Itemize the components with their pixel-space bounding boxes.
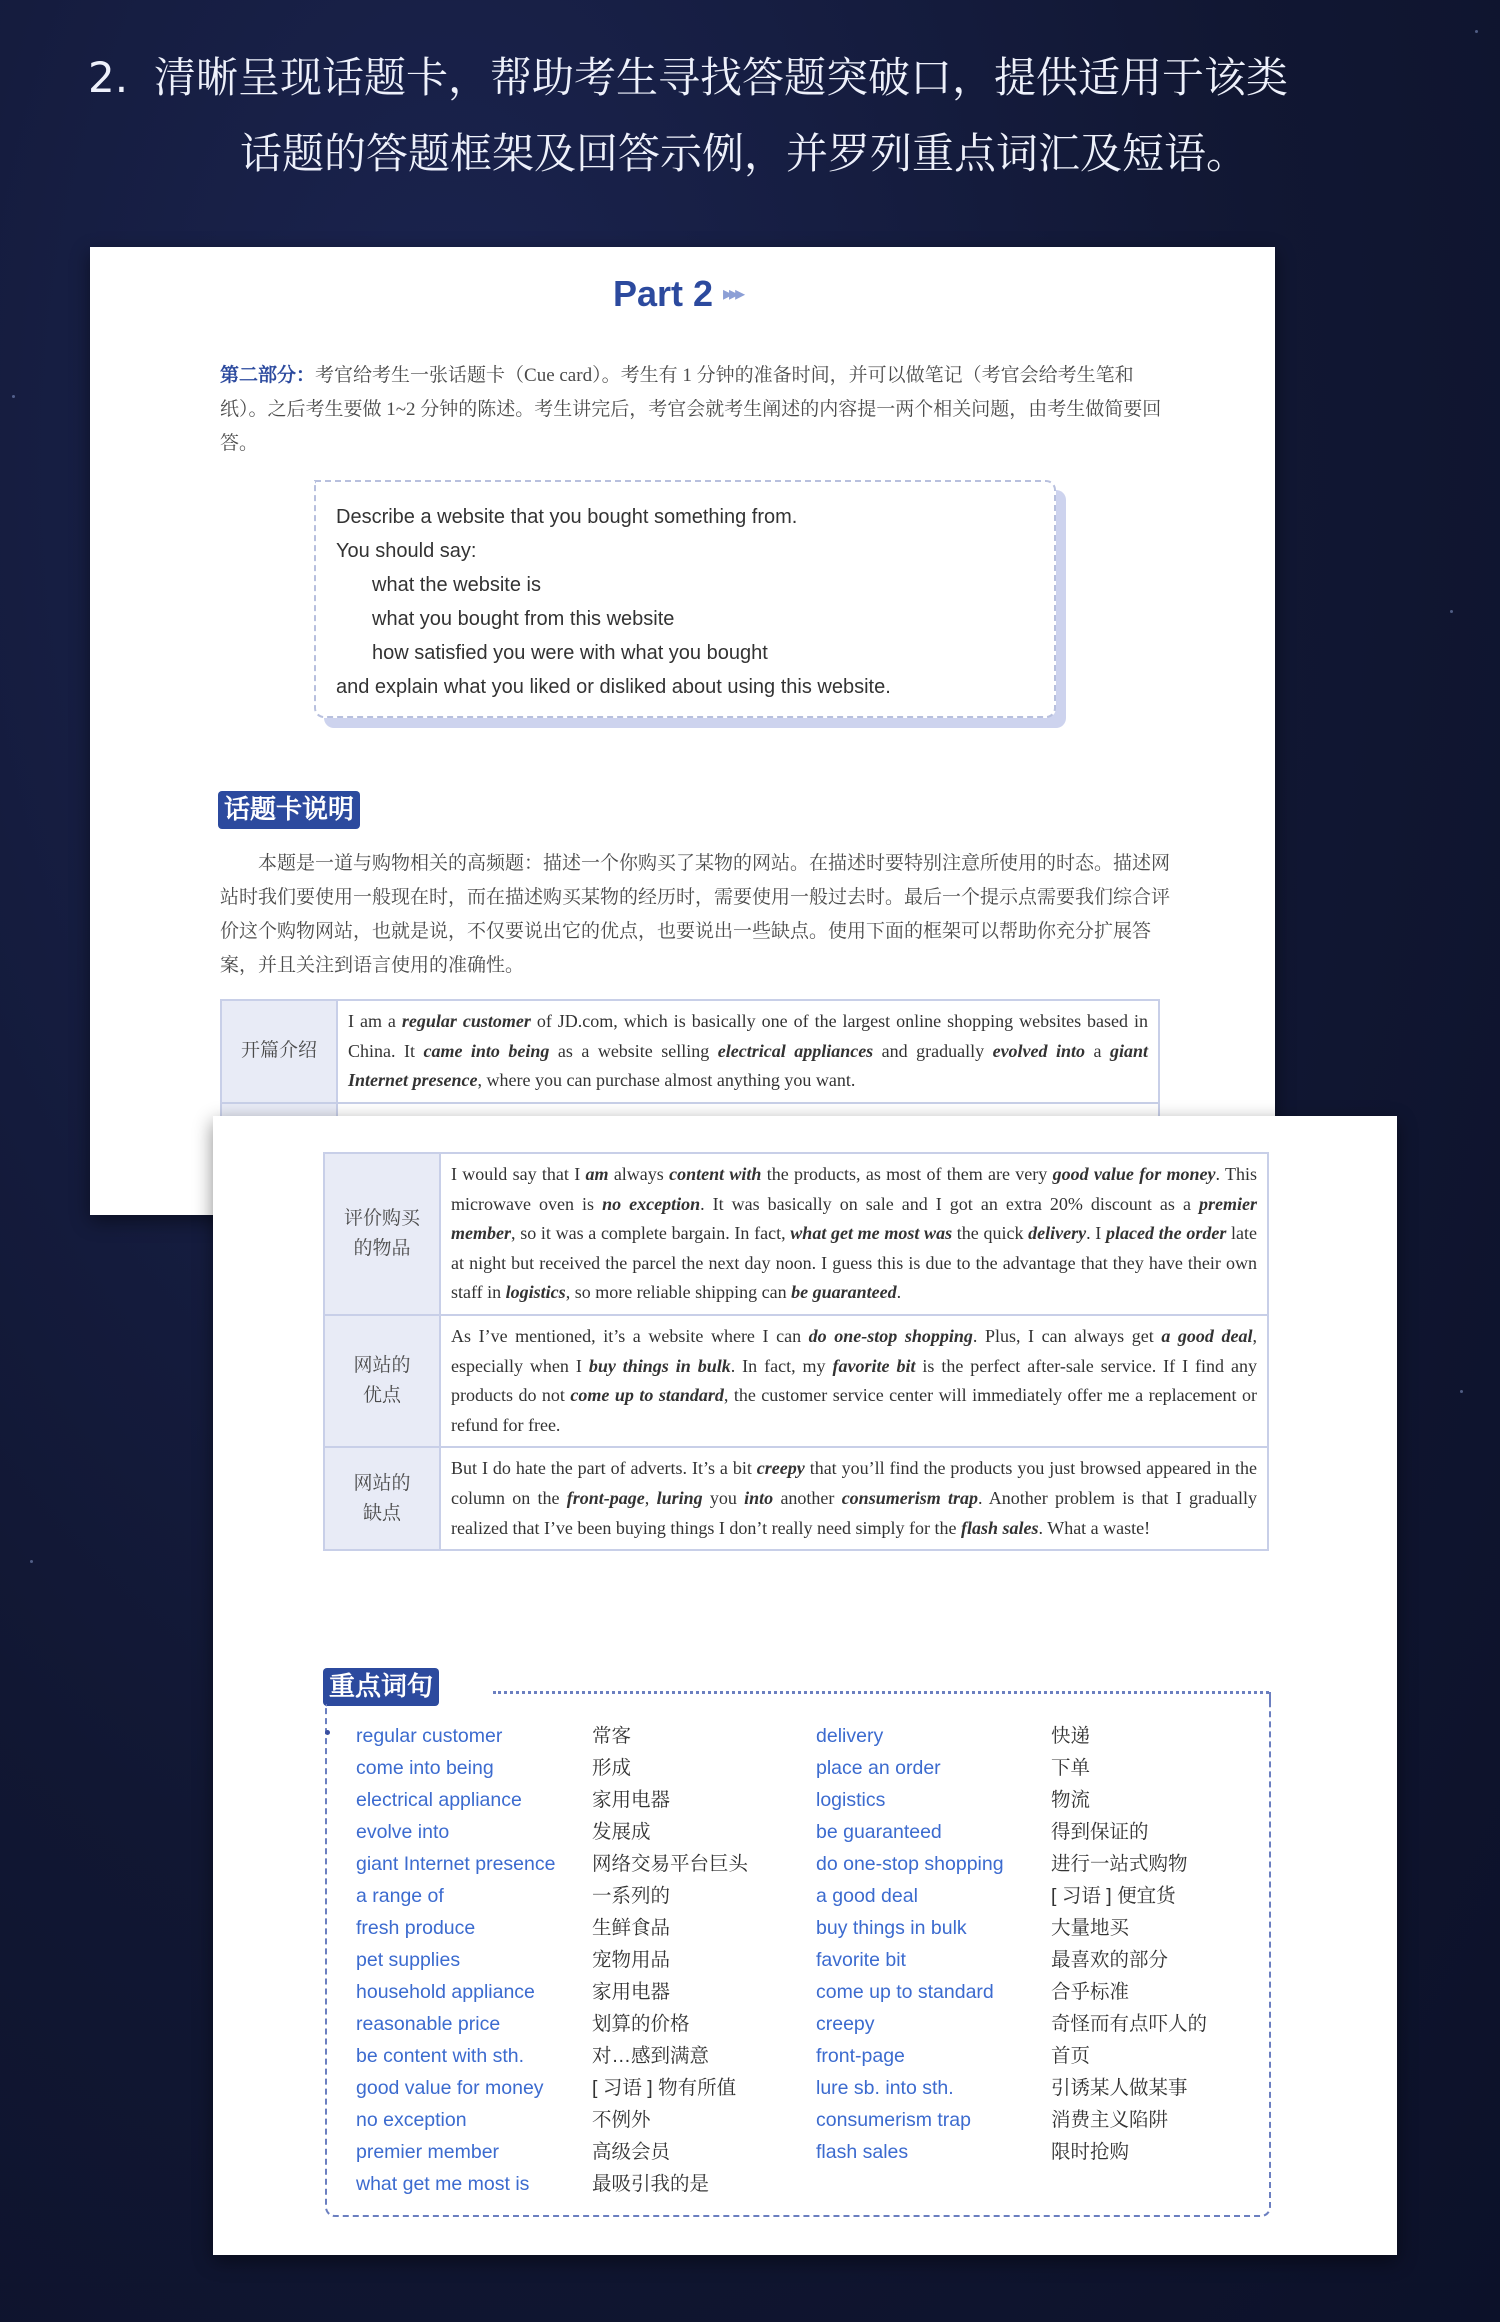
- table-row: [324, 1153, 1268, 1315]
- section-label: 话题卡说明: [218, 791, 360, 829]
- row-label: 评价购买 的物品: [324, 1153, 440, 1315]
- vocab-term: come up to standard: [816, 1981, 994, 2003]
- vocab-meaning: 家用电器: [592, 1789, 671, 1811]
- vocab-meaning: 引诱某人做某事: [1051, 2077, 1188, 2099]
- vocab-meaning: 大量地买: [1051, 1917, 1130, 1939]
- star-decoration: [12, 395, 15, 398]
- star-decoration: [1460, 1390, 1463, 1393]
- vocab-meaning: 对…感到满意: [592, 2045, 710, 2067]
- vocab-term: premier member: [356, 2141, 500, 2163]
- vocab-meaning: [ 习语 ] 便宜货: [1051, 1885, 1176, 1907]
- vocab-right-zh-column: [1051, 1720, 1207, 2168]
- vocab-term: giant Internet presence: [356, 1853, 556, 1875]
- vocab-meaning: 奇怪而有点吓人的: [1051, 2013, 1208, 2035]
- star-decoration: [1475, 30, 1478, 33]
- vocab-meaning: 常客: [592, 1725, 632, 1747]
- vocab-meaning: 得到保证的: [1051, 1821, 1149, 1843]
- row-text: I am a regular customer of JD.com, which is basically one of the largest online shopping websites based in China. It came into being as a website selling electrical appliances and gradually evolved into a giant Internet presence, where you can purchase almost anything you want.: [337, 1000, 1159, 1103]
- vocab-term: evolve into: [356, 1821, 450, 1843]
- vocab-meaning: 划算的价格: [592, 2013, 690, 2035]
- vocab-term: be guaranteed: [816, 1821, 942, 1843]
- vocab-meaning: 一系列的: [592, 1885, 671, 1907]
- vocab-term: favorite bit: [816, 1949, 906, 1971]
- book-page-2: [213, 1116, 1397, 2255]
- header-line-1: 清晰呈现话题卡，帮助考生寻找答题突破口，提供适用于该类: [154, 53, 1289, 102]
- vocab-meaning: 进行一站式购物: [1051, 1853, 1188, 1875]
- table-row: [221, 1000, 1159, 1103]
- vocab-meaning: 合乎标准: [1051, 1981, 1130, 2003]
- vocab-section-label: 重点词句: [323, 1668, 439, 1706]
- vocab-meaning: 消费主义陷阱: [1051, 2109, 1169, 2131]
- cue-line: Describe a website that you bought something from.: [336, 506, 798, 528]
- vocab-term: come into being: [356, 1757, 494, 1779]
- cue-line: You should say:: [336, 540, 477, 562]
- star-decoration: [1450, 610, 1453, 613]
- header-line-2: 话题的答题框架及回答示例，并罗列重点词汇及短语。: [240, 129, 1249, 178]
- vocab-term: creepy: [816, 2013, 875, 2035]
- vocab-right-en-column: [816, 1720, 1004, 2168]
- row-text: I would say that I am always content with the products, as most of them are very good value for money. This microwave oven is no exception. It was basically on sale and I got an extra 20% discount as a premier member, so it was a complete bargain. In fact, what get me most was the quick delivery. I placed the order late at night but received the parcel the next day noon. I guess this is due to the advantage that they have their own staff in logistics, so more reliable shipping can be guaranteed.: [440, 1153, 1268, 1315]
- vocab-term: buy things in bulk: [816, 1917, 967, 1939]
- part-title: Part 2: [613, 273, 714, 314]
- vocab-term: electrical appliance: [356, 1789, 522, 1811]
- cue-line: what the website is: [372, 574, 541, 596]
- vocab-meaning: 最吸引我的是: [592, 2173, 710, 2195]
- intro-label: 第二部分：: [220, 365, 316, 386]
- intro-text: 考官给考生一张话题卡（Cue card）。考生有 1 分钟的准备时间，并可以做笔记（考官会给考生笔和纸）。之后考生要做 1~2 分钟的陈述。考生讲完后，考官会就考生阐述的内容提一两个相关问题，由考生做简要回答。: [220, 365, 1162, 454]
- cue-line: what you bought from this website: [372, 608, 675, 630]
- vocab-term: flash sales: [816, 2141, 909, 2163]
- vocab-term: regular customer: [356, 1725, 503, 1747]
- vocab-term: pet supplies: [356, 1949, 461, 1971]
- vocab-meaning: 首页: [1051, 2045, 1091, 2067]
- row-text: As I’ve mentioned, it’s a website where I can do one-stop shopping. Plus, I can always get a good deal, especially when I buy things in bulk. In fact, my favorite bit is the perfect after-sale service. If I find any products do not come up to standard, the customer service center will immediately offer me a replacement or refund for free.: [440, 1315, 1268, 1447]
- vocab-term: be content with sth.: [356, 2045, 525, 2067]
- vocab-meaning: 最喜欢的部分: [1051, 1949, 1169, 1971]
- vocab-term: a good deal: [816, 1885, 918, 1907]
- vocab-meaning: 发展成: [592, 1821, 651, 1843]
- part-intro: [220, 359, 1170, 461]
- vocab-term: delivery: [816, 1725, 884, 1747]
- vocab-term: place an order: [816, 1757, 941, 1779]
- bullet-icon: [325, 1730, 330, 1735]
- row-label: 开篇介绍: [221, 1000, 337, 1103]
- vocab-meaning: 生鲜食品: [592, 1917, 671, 1939]
- vocab-meaning: 网络交易平台巨头: [592, 1853, 749, 1875]
- vocab-term: lure sb. into sth.: [816, 2077, 954, 2099]
- vocab-meaning: [ 习语 ] 物有所值: [592, 2077, 737, 2099]
- vocab-term: no exception: [356, 2109, 467, 2131]
- cue-line: and explain what you liked or disliked about using this website.: [336, 676, 891, 698]
- book-page-1: [90, 247, 1275, 1215]
- vocab-meaning: 物流: [1051, 1789, 1091, 1811]
- vocab-term: front-page: [816, 2045, 905, 2067]
- row-text: But I do hate the part of adverts. It’s a bit creepy that you’ll find the products you just browsed appeared in the column on the front-page, luring you into another consumerism trap. Another problem is that I gradually realized that I’ve been buying things I don’t really need simply for the flash sales. What a waste!: [440, 1447, 1268, 1550]
- vocab-term: good value for money: [356, 2077, 544, 2099]
- vocab-meaning: 家用电器: [592, 1981, 671, 2003]
- vocab-meaning: 宠物用品: [592, 1949, 671, 1971]
- row-label: 网站的 缺点: [324, 1447, 440, 1550]
- vocab-left-en-column: [356, 1720, 555, 2200]
- vocab-term: household appliance: [356, 1981, 535, 2003]
- dotted-divider: [493, 1691, 1269, 1694]
- vocab-meaning: 限时抢购: [1051, 2141, 1130, 2163]
- vocab-meaning: 形成: [592, 1757, 632, 1779]
- arrows-icon: ▸▸▸: [723, 281, 742, 305]
- vocab-term: what get me most is: [356, 2173, 530, 2195]
- answer-frame-table: [220, 999, 1160, 1120]
- vocab-term: logistics: [816, 1789, 886, 1811]
- topic-explanation: 本题是一道与购物相关的高频题：描述一个你购买了某物的网站。在描述时要特别注意所使用的时态。描述网站时我们要使用一般现在时，而在描述购买某物的经历时，需要使用一般过去时。最后一个提示点需要我们综合评价这个购物网站，也就是说，不仅要说出它的优点，也要说出一些缺点。使用下面的框架可以帮助你充分扩展答案，并且关注到语言使用的准确性。: [220, 853, 1171, 976]
- vocab-term: reasonable price: [356, 2013, 501, 2035]
- table-row: [324, 1315, 1268, 1447]
- answer-frame-table-continued: [323, 1152, 1269, 1551]
- vocab-meaning: 高级会员: [592, 2141, 671, 2163]
- vocab-meaning: 下单: [1051, 1757, 1091, 1779]
- vocab-meaning: 快递: [1051, 1725, 1091, 1747]
- vocab-term: do one-stop shopping: [816, 1853, 1004, 1875]
- vocab-term: a range of: [356, 1885, 444, 1907]
- table-row: [324, 1447, 1268, 1550]
- vocab-meaning: 不例外: [592, 2109, 651, 2131]
- vocab-term: fresh produce: [356, 1917, 476, 1939]
- row-label: 网站的 优点: [324, 1315, 440, 1447]
- star-decoration: [30, 1560, 33, 1563]
- vocab-left-zh-column: [592, 1720, 748, 2200]
- cue-line: how satisfied you were with what you bought: [372, 642, 768, 664]
- cue-card: [314, 480, 1056, 718]
- header-number: 2.: [88, 53, 129, 102]
- vocab-term: consumerism trap: [816, 2109, 971, 2131]
